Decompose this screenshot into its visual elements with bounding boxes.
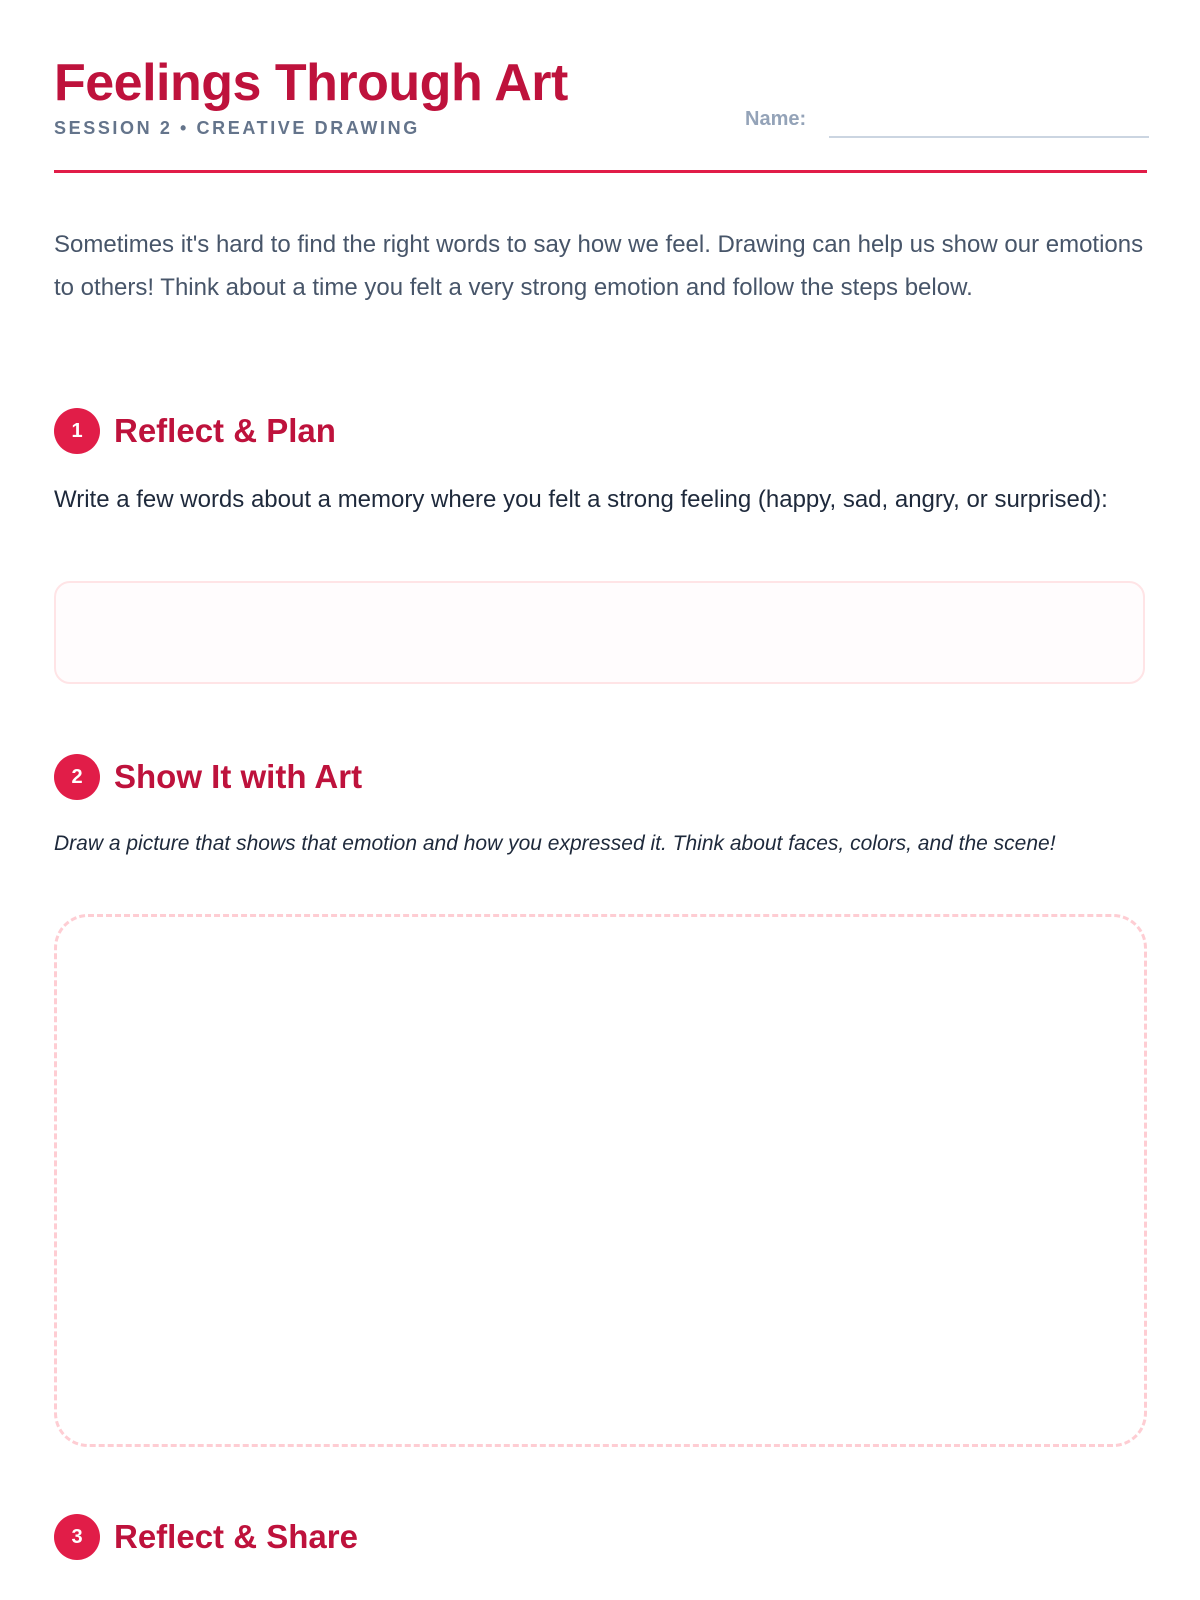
section-1-prompt: Write a few words about a memory where you felt a strong feeling (happy, sad, angry, or surprised):: [54, 486, 1108, 513]
memory-writing-box[interactable]: [54, 581, 1145, 684]
section-2-prompt: Draw a picture that shows that emotion and how you expressed it. Think about faces, colors, and the scene!: [54, 832, 1056, 855]
header: [54, 52, 1147, 173]
step-number-badge: 1: [54, 408, 100, 454]
drawing-area[interactable]: [54, 914, 1147, 1447]
page-title: Feelings Through Art: [54, 54, 568, 112]
step-number-badge: 3: [54, 1514, 100, 1560]
intro-text: Sometimes it's hard to find the right words to say how we feel. Drawing can help us show our emotions to others! Think about a time you felt a very strong emotion and follow the steps below.: [54, 231, 1144, 301]
page-subtitle: SESSION 2 • CREATIVE DRAWING: [54, 118, 420, 138]
section-title: Reflect & Share: [114, 1518, 358, 1555]
name-label: Name:: [745, 108, 807, 130]
name-field[interactable]: [829, 136, 1149, 138]
section-title: Reflect & Plan: [114, 412, 336, 449]
step-number-badge: 2: [54, 754, 100, 800]
section-title: Show It with Art: [114, 758, 363, 795]
